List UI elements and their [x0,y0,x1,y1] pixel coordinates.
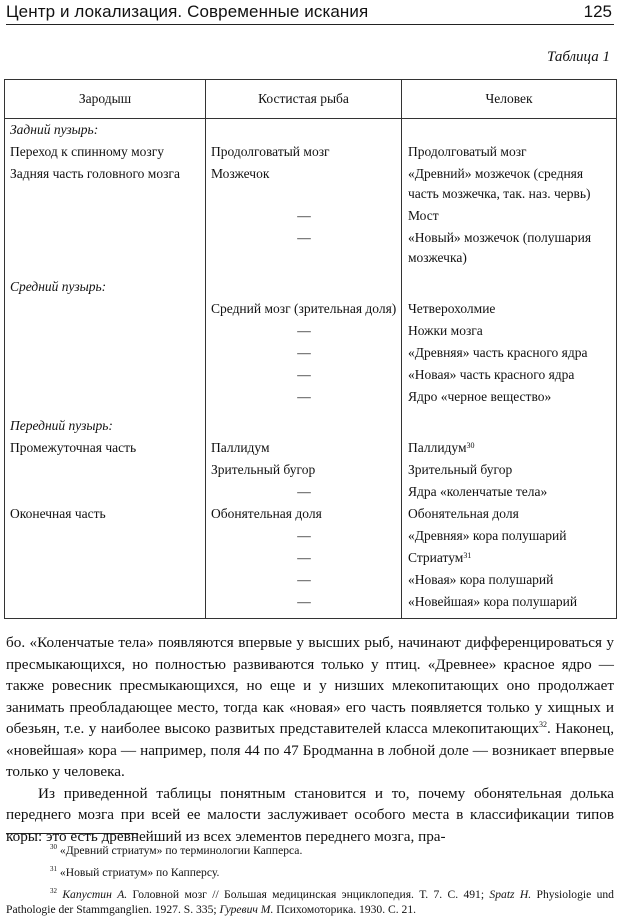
table-cell [206,386,402,408]
table-cell [206,481,402,503]
cell-text: Оконечная часть [10,506,106,521]
column-header: Человек [402,80,617,119]
cell-text: Задняя часть головного мозга [10,166,180,181]
table-row [5,163,617,205]
footnote [6,843,614,858]
table-cell [402,320,617,342]
section-row [5,119,617,142]
cell-text: — [297,323,311,338]
page-number: 125 [583,2,612,21]
table-cell [206,525,402,547]
cell-text: — [297,528,311,543]
cell-text: «Новая» кора полушарий [408,572,554,587]
table-row [5,298,617,320]
running-title: Центр и локализация. Современные искания [6,2,369,21]
table-row [5,547,617,569]
cell-text: Паллидум [408,440,467,455]
table-cell [5,591,206,619]
cell-text: «Древняя» часть красного ядра [408,345,588,360]
footnote-number: 32 [50,887,57,896]
cell-text: — [297,208,311,223]
table-cell [402,298,617,320]
comparison-table [4,79,617,619]
empty-cell [206,408,402,437]
table-cell [206,205,402,227]
footnote-number: 31 [50,865,57,874]
column-header: Зародыш [5,80,206,119]
empty-cell [206,269,402,298]
footnote-text: Психомоторика. 1930. С. 21. [276,903,417,916]
table-cell [5,342,206,364]
table-cell [5,525,206,547]
table-cell [206,591,402,619]
empty-cell [206,119,402,142]
section-title: Задний пузырь: [5,119,206,142]
table-cell [206,437,402,459]
table-cell [5,437,206,459]
cell-text: — [297,594,311,609]
cell-text: Обонятельная доля [408,506,519,521]
cell-text: — [297,572,311,587]
table-row [5,525,617,547]
table-cell [402,141,617,163]
table-cell [5,364,206,386]
footnote-ref: 31 [463,551,472,560]
table-cell [5,481,206,503]
table-cell [5,503,206,525]
cell-text: «Древний» мозжечок (средняя часть мозжечка, так. наз. червь) [408,166,591,201]
table-cell [206,320,402,342]
table-row [5,141,617,163]
cell-text: «Древняя» кора полушарий [408,528,567,543]
footnote [6,887,614,917]
footnote-separator [6,833,138,834]
table-row [5,320,617,342]
cell-text: Мост [408,208,439,223]
footnote-author: Spatz H. [489,888,532,901]
table-cell [5,141,206,163]
table-cell [5,227,206,269]
table-cell [402,569,617,591]
table-row [5,481,617,503]
table-row [5,386,617,408]
table-cell [206,298,402,320]
cell-text: Продолговатый мозг [211,144,330,159]
table-cell [402,227,617,269]
cell-text: — [297,230,311,245]
table-cell [402,364,617,386]
table-cell [402,525,617,547]
footnote-number: 30 [50,843,57,852]
paragraph [6,632,614,783]
paragraph: Из приведенной таблицы понятным становится и то, почему обонятельная долька переднего мозга при всей ее малости заслуживает особого места в классификации типов коры: это есть древнейший из всех элементов переднего мозга, пра- [6,784,614,845]
cell-text: «Новая» часть красного ядра [408,367,575,382]
table-cell [206,163,402,205]
table-row [5,205,617,227]
table-cell [402,591,617,619]
cell-text: — [297,484,311,499]
section-title: Передний пузырь: [5,408,206,437]
cell-text: Четверохолмие [408,301,496,316]
footnote-text: Головной мозг // Большая медицинская энциклопедия. Т. 7. С. 491; [132,888,485,901]
paragraph-text: . Наконец, «новейшая» кора — например, поля 44 по 47 Бродманна в лобной доле — возникает впервые только у человека. [6,720,615,780]
table-cell [206,364,402,386]
table-cell [5,386,206,408]
table-cell [402,547,617,569]
cell-text: Ядро «черное вещество» [408,389,552,404]
section-title: Средний пузырь: [5,269,206,298]
footnote-text: «Древний стриатум» по терминологии Капперса. [59,844,303,857]
footnote [6,865,614,880]
footnote-ref: 30 [466,441,475,450]
cell-text: Переход к спинному мозгу [10,144,165,159]
footnote-ref: 32 [538,719,547,729]
footnote-text: Physiologie und Pathologie der Stammganglien. 1927. S. 335; [6,888,614,916]
table-cell [5,205,206,227]
cell-text: — [297,550,311,565]
table-cell [402,437,617,459]
table-row [5,342,617,364]
cell-text: Средний мозг (зрительная доля) [211,301,397,316]
table-caption: Таблица 1 [547,49,610,65]
paragraph-text: бо. «Коленчатые тела» появляются впервые у высших рыб, начинают дифференцироваться у пресмыкающихся, но полностью развиваются только у птиц. «Древнее» красное ядро — также ровесник пресмыкающихся, но еще и у низших млекопитающих оно продолжает занимать преобладающее место, тогда как «новая» его часть появляется только у хищных и обезьян, т.е. у наиболее высоко развитых представителей класса млекопитающих [6,634,614,737]
cell-text: Продолговатый мозг [408,144,527,159]
table-row [5,459,617,481]
table-cell [5,569,206,591]
table-cell [402,503,617,525]
column-header: Костистая рыба [206,80,402,119]
table-header-row [5,80,617,119]
table-cell [5,459,206,481]
cell-text: Ножки мозга [408,323,483,338]
table-cell [402,459,617,481]
cell-text: Промежуточная часть [10,440,137,455]
cell-text: Зрительный бугор [211,462,316,477]
cell-text: Мозжечок [211,166,270,181]
cell-text: Обонятельная доля [211,506,322,521]
cell-text: Ядра «коленчатые тела» [408,484,548,499]
table-row [5,503,617,525]
table-cell [402,163,617,205]
table-row [5,569,617,591]
cell-text: «Новейшая» кора полушарий [408,594,578,609]
table-cell [5,298,206,320]
footnote-text: «Новый стриатум» по Капперсу. [59,866,220,879]
table-row [5,591,617,619]
table-cell [206,547,402,569]
footnote-author: Гуревич М. [219,903,274,916]
table-cell [206,342,402,364]
body-text [6,632,614,847]
table-cell [5,547,206,569]
cell-text: — [297,345,311,360]
table-cell [206,141,402,163]
table-cell [402,205,617,227]
table-cell [206,227,402,269]
cell-text: Стриатум [408,550,464,565]
cell-text: Паллидум [211,440,270,455]
table-cell [402,481,617,503]
cell-text: «Новый» мозжечок (полушария мозжечка) [408,230,592,265]
running-header [6,0,614,25]
footnote-author: Капустин А. [62,888,128,901]
table-cell [206,459,402,481]
table-row [5,364,617,386]
section-row [5,269,617,298]
cell-text: Зрительный бугор [408,462,513,477]
empty-cell [402,119,617,142]
table-body [5,119,617,619]
table-cell [5,163,206,205]
table-cell [206,503,402,525]
table-cell [402,386,617,408]
cell-text: — [297,367,311,382]
footnotes [6,843,614,917]
table-cell [5,320,206,342]
empty-cell [402,269,617,298]
table-row [5,437,617,459]
table-cell [206,569,402,591]
table-row [5,227,617,269]
table-cell [402,342,617,364]
cell-text: — [297,389,311,404]
empty-cell [402,408,617,437]
section-row [5,408,617,437]
